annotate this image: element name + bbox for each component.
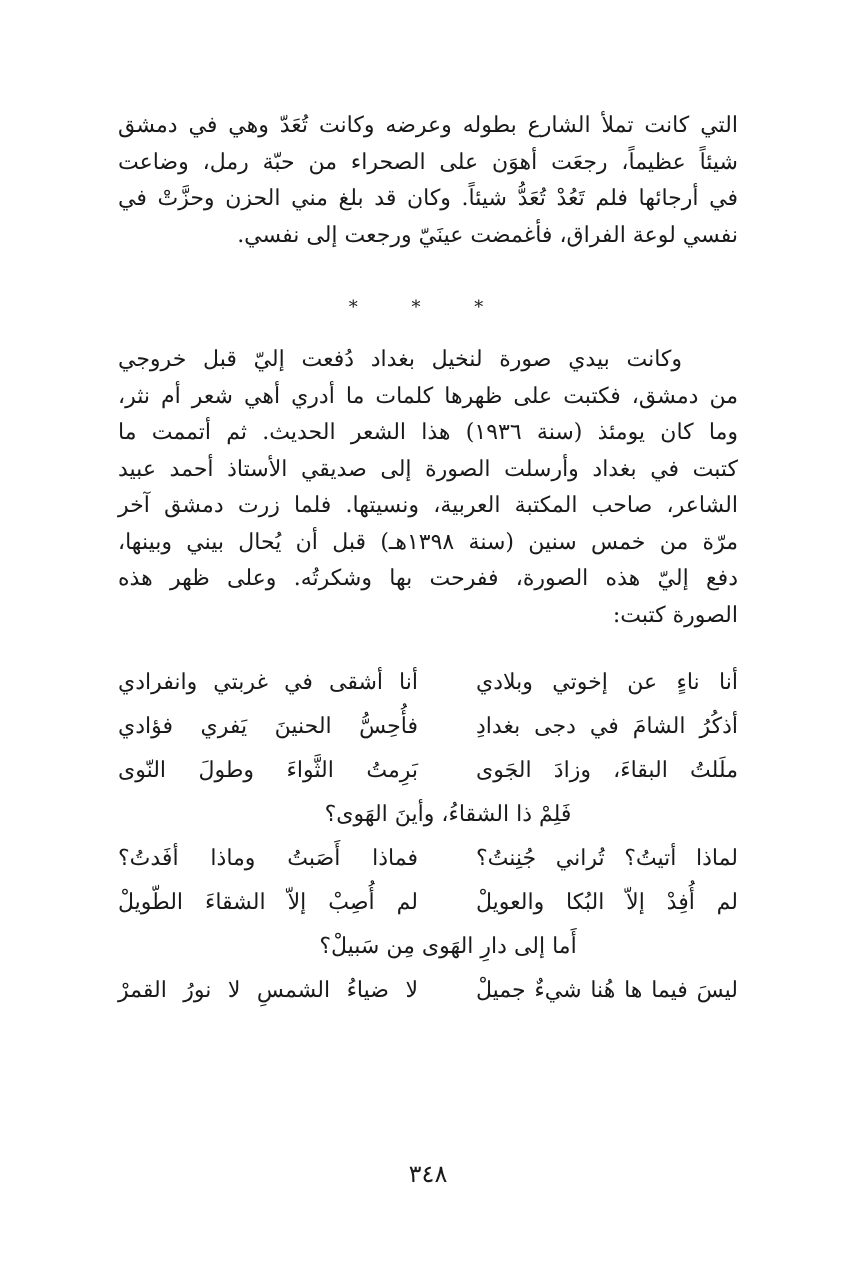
poem-refrain: فَلِمْ ذا الشقاءُ، وأينَ الهَوى؟ xyxy=(324,802,572,827)
page-number: ٣٤٨ xyxy=(408,1160,448,1188)
poem-verse xyxy=(118,705,738,749)
verse-first-hemistich: ملَلتُ البقاءَ، وزادَ الجَوى xyxy=(476,758,738,783)
text-line: الشاعر، صاحب المكتبة العربية، ونسيتها. فلما زرت دمشق آخر xyxy=(118,493,738,518)
verse-second-hemistich: لم أُصِبْ إلاّ الشقاءَ الطّويلْ xyxy=(118,890,418,915)
poem-refrain: أَما إلى دارِ الهَوى مِن سَبيلْ؟ xyxy=(319,934,577,959)
text-line: وكانت بيدي صورة لنخيل بغداد دُفعت إليّ قبل خروجي xyxy=(118,347,682,372)
verse-first-hemistich: أنا ناءٍ عن إخوتي وبلادي xyxy=(476,670,738,695)
text-line: نفسي لوعة الفراق، فأغمضت عينَيّ ورجعت إلى نفسي. xyxy=(237,222,738,248)
verse-second-hemistich: فأُحِسُّ الحنينَ يَفري فؤادي xyxy=(118,714,418,739)
text-line: الصورة كتبت: xyxy=(612,602,738,628)
paragraph-2 xyxy=(118,342,738,634)
text-line: مرّة من خمس سنين (سنة ١٣٩٨هـ) قبل أن يُحال بيني وبينها، xyxy=(118,529,738,555)
section-separator: * * * xyxy=(348,297,508,318)
verse-second-hemistich: فماذا أَصَبتُ وماذا أفَدتُ؟ xyxy=(118,846,418,871)
verse-first-hemistich: لم أُفِدْ إلاّ البُكا والعويلْ xyxy=(476,890,738,915)
verse-first-hemistich: أذكُرُ الشامَ في دجى بغدادِ xyxy=(476,714,738,739)
poem-verse xyxy=(118,837,738,881)
text-line: شيئاً عظيماً، رجعَت أهوَن على الصحراء من حبّة رمل، وضاعت xyxy=(118,149,738,175)
poem xyxy=(118,661,738,1013)
text-line: دفع إليّ هذه الصورة، ففرحت بها وشكرتُه. وعلى ظهر هذه xyxy=(118,566,738,591)
text-line: من دمشق، فكتبت على ظهرها كلمات ما أدري أهي شعر أم نثر، xyxy=(118,383,738,409)
text-line: في أرجائها فلم تَعُدْ تُعَدُّ شيئاً. وكان قد بلغ مني الحزن وحزَّتْ في xyxy=(118,186,738,211)
verse-second-hemistich: أنا أشقى في غربتي وانفرادي xyxy=(118,670,418,695)
verse-first-hemistich: ليسَ فيما ها هُنا شيءٌ جميلْ xyxy=(476,978,738,1003)
verse-first-hemistich: لماذا أتيتُ؟ تُراني جُنِنتُ؟ xyxy=(476,846,738,871)
verse-second-hemistich: بَرِمتُ الثَّواءَ وطولَ النّوى xyxy=(118,758,418,783)
poem-verse xyxy=(118,881,738,925)
poem-verse xyxy=(118,749,738,793)
text-line: وما كان يومئذ (سنة ١٩٣٦) هذا الشعر الحديث. ثم أتممت ما xyxy=(118,420,739,445)
verse-second-hemistich: لا ضياءُ الشمسِ لا نورُ القمرْ xyxy=(118,978,418,1003)
poem-verse xyxy=(118,969,738,1013)
poem-verse xyxy=(118,661,738,705)
text-line: كتبت في بغداد وأرسلت الصورة إلى صديقي الأستاذ أحمد عبيد xyxy=(118,456,738,482)
page-body xyxy=(118,108,738,1013)
text-line: التي كانت تملأ الشارع بطوله وعرضه وكانت تُعَدّ وهي في دمشق xyxy=(118,113,738,138)
paragraph-1 xyxy=(118,108,738,254)
